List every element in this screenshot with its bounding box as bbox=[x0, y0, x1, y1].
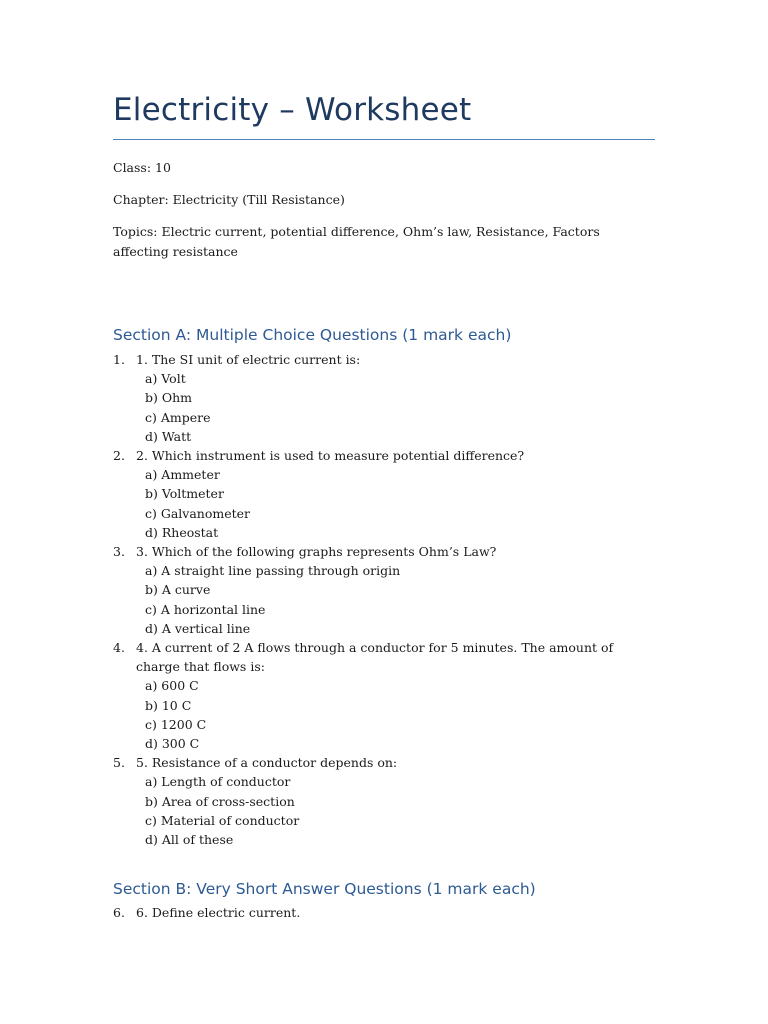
section-a-question-list bbox=[113, 350, 653, 849]
page-title: Electricity – Worksheet bbox=[113, 92, 472, 128]
answer-option: c) Material of conductor bbox=[145, 812, 300, 828]
question-item bbox=[113, 350, 653, 446]
question-number: 1. bbox=[113, 352, 125, 367]
question-item bbox=[113, 638, 653, 753]
answer-option: b) Ohm bbox=[145, 390, 193, 406]
topics-line: Topics: Electric current, potential difference, Ohm’s law, Resistance, Factors affecting resistance bbox=[113, 224, 600, 259]
answer-option: d) 300 C bbox=[145, 736, 200, 752]
answer-option: d) Rheostat bbox=[145, 524, 219, 540]
answer-option: d) Watt bbox=[145, 428, 192, 444]
question-text: 5. Resistance of a conductor depends on: bbox=[136, 755, 398, 771]
section-b-heading: Section B: Very Short Answer Questions (1 mark each) bbox=[113, 880, 536, 898]
answer-option: d) A vertical line bbox=[145, 620, 251, 636]
answer-option: a) Volt bbox=[145, 371, 186, 387]
answer-option: c) A horizontal line bbox=[145, 601, 266, 617]
answer-option: b) A curve bbox=[145, 582, 211, 598]
question-item bbox=[113, 753, 653, 849]
question-item bbox=[113, 903, 653, 922]
answer-option: b) 10 C bbox=[145, 697, 192, 713]
class-line: Class: 10 bbox=[113, 160, 171, 175]
title-underline bbox=[113, 139, 655, 140]
question-number: 2. bbox=[113, 448, 125, 464]
answer-option: b) Area of cross-section bbox=[145, 793, 295, 809]
answer-option: a) 600 C bbox=[145, 678, 199, 694]
question-item bbox=[113, 542, 653, 638]
answer-option: c) 1200 C bbox=[145, 716, 207, 732]
question-number: 5. bbox=[113, 755, 125, 771]
question-text: 4. A current of 2 A flows through a conductor for 5 minutes. The amount of charge that flows is: bbox=[136, 640, 614, 675]
section-a-heading: Section A: Multiple Choice Questions (1 mark each) bbox=[113, 326, 512, 344]
answer-option: c) Ampere bbox=[145, 409, 211, 425]
answer-option: a) Ammeter bbox=[145, 467, 220, 483]
answer-option: d) All of these bbox=[145, 832, 234, 848]
answer-option: b) Voltmeter bbox=[145, 486, 224, 502]
answer-option: c) Galvanometer bbox=[145, 505, 251, 521]
question-text: 3. Which of the following graphs represents Ohm’s Law? bbox=[136, 544, 497, 560]
question-text: 6. Define electric current. bbox=[136, 905, 301, 920]
question-item bbox=[113, 446, 653, 542]
chapter-line: Chapter: Electricity (Till Resistance) bbox=[113, 192, 345, 207]
question-number: 6. bbox=[113, 905, 125, 920]
question-number: 4. bbox=[113, 640, 125, 656]
question-text: 2. Which instrument is used to measure potential difference? bbox=[136, 448, 525, 464]
question-number: 3. bbox=[113, 544, 125, 560]
answer-option: a) Length of conductor bbox=[145, 774, 291, 790]
answer-option: a) A straight line passing through origin bbox=[145, 563, 401, 579]
question-text: 1. The SI unit of electric current is: bbox=[136, 352, 361, 367]
section-b-question-list bbox=[113, 903, 653, 922]
